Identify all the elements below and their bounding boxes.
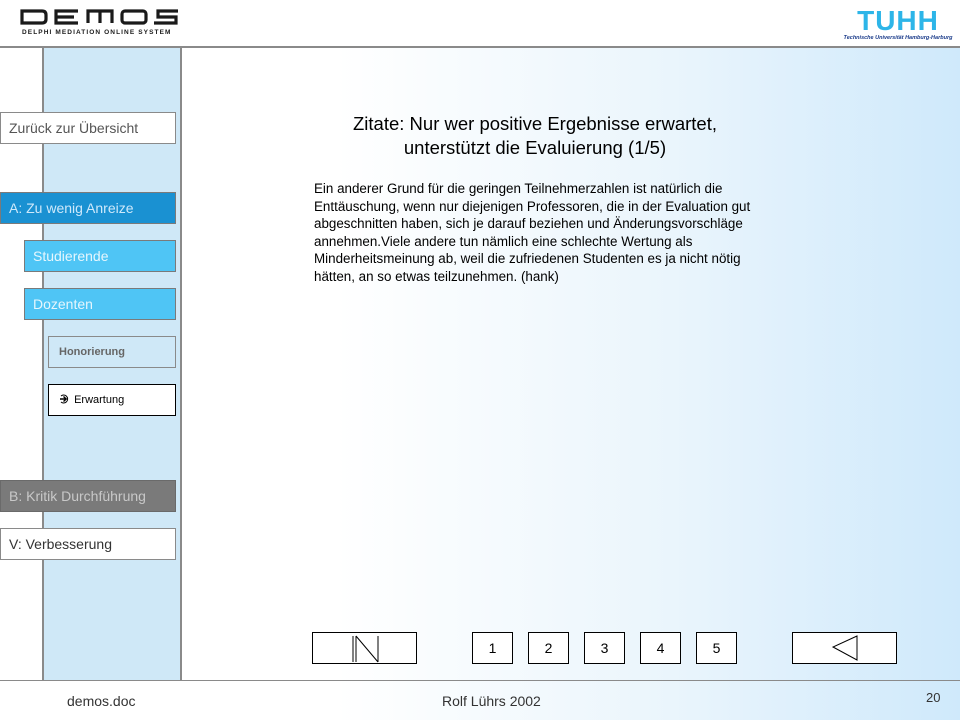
page-title-line1: Zitate: Nur wer positive Ergebnisse erwartet, [353, 113, 717, 134]
dozenten-button[interactable]: Dozenten [24, 288, 176, 320]
tuhh-logo [842, 4, 954, 44]
section-a-button[interactable]: A: Zu wenig Anreize [0, 192, 176, 224]
page-4-button[interactable]: 4 [640, 632, 681, 664]
skip-to-first-icon [313, 633, 416, 663]
studierende-button[interactable]: Studierende [24, 240, 176, 272]
footer-filename: demos.doc [67, 693, 136, 709]
back-page-button[interactable] [792, 632, 897, 664]
tuhh-logo-subtitle: Technische Universität Hamburg-Harburg [843, 35, 953, 41]
back-triangle-icon [793, 633, 896, 663]
erwartung-label: Erwartung [74, 394, 125, 406]
first-page-button[interactable] [312, 632, 417, 664]
arrow-right-circle-icon [59, 394, 69, 404]
footer-divider [0, 680, 960, 681]
page-1-button[interactable]: 1 [472, 632, 513, 664]
tuhh-logo-text: TUHH [857, 5, 939, 36]
section-v-button[interactable]: V: Verbesserung [0, 528, 176, 560]
page-title [300, 112, 770, 160]
back-to-overview-button[interactable]: Zurück zur Übersicht [0, 112, 176, 144]
page-2-button[interactable]: 2 [528, 632, 569, 664]
erwartung-button[interactable] [48, 384, 176, 416]
page-3-button[interactable]: 3 [584, 632, 625, 664]
page-5-button[interactable]: 5 [696, 632, 737, 664]
header [0, 0, 960, 46]
quote-text: Ein anderer Grund für die geringen Teilnehmerzahlen ist natürlich die Enttäuschung, wenn nur diejenigen Professoren, die in der Evaluation gut abgeschnitten haben, sich je darauf beziehen und Änderungsvorschläge annehmen.Viele andere tun nämlich eine schlechte Wertung als Minderheitsmeinung ab, weil die zufriedenen Studenten es ja nicht nötig hätten, an so etwas teilzunehmen. (hank) [314, 181, 751, 284]
page-title-line2: unterstützt die Evaluierung (1/5) [403, 137, 667, 158]
honorierung-button[interactable]: Honorierung [48, 336, 176, 368]
footer-author: Rolf Lührs 2002 [442, 693, 541, 709]
demos-logo-subtitle: DELPHI MEDIATION ONLINE SYSTEM [22, 29, 172, 36]
demos-logo [20, 8, 180, 26]
slide-number: 20 [926, 690, 941, 705]
section-b-button[interactable]: B: Kritik Durchführung [0, 480, 176, 512]
